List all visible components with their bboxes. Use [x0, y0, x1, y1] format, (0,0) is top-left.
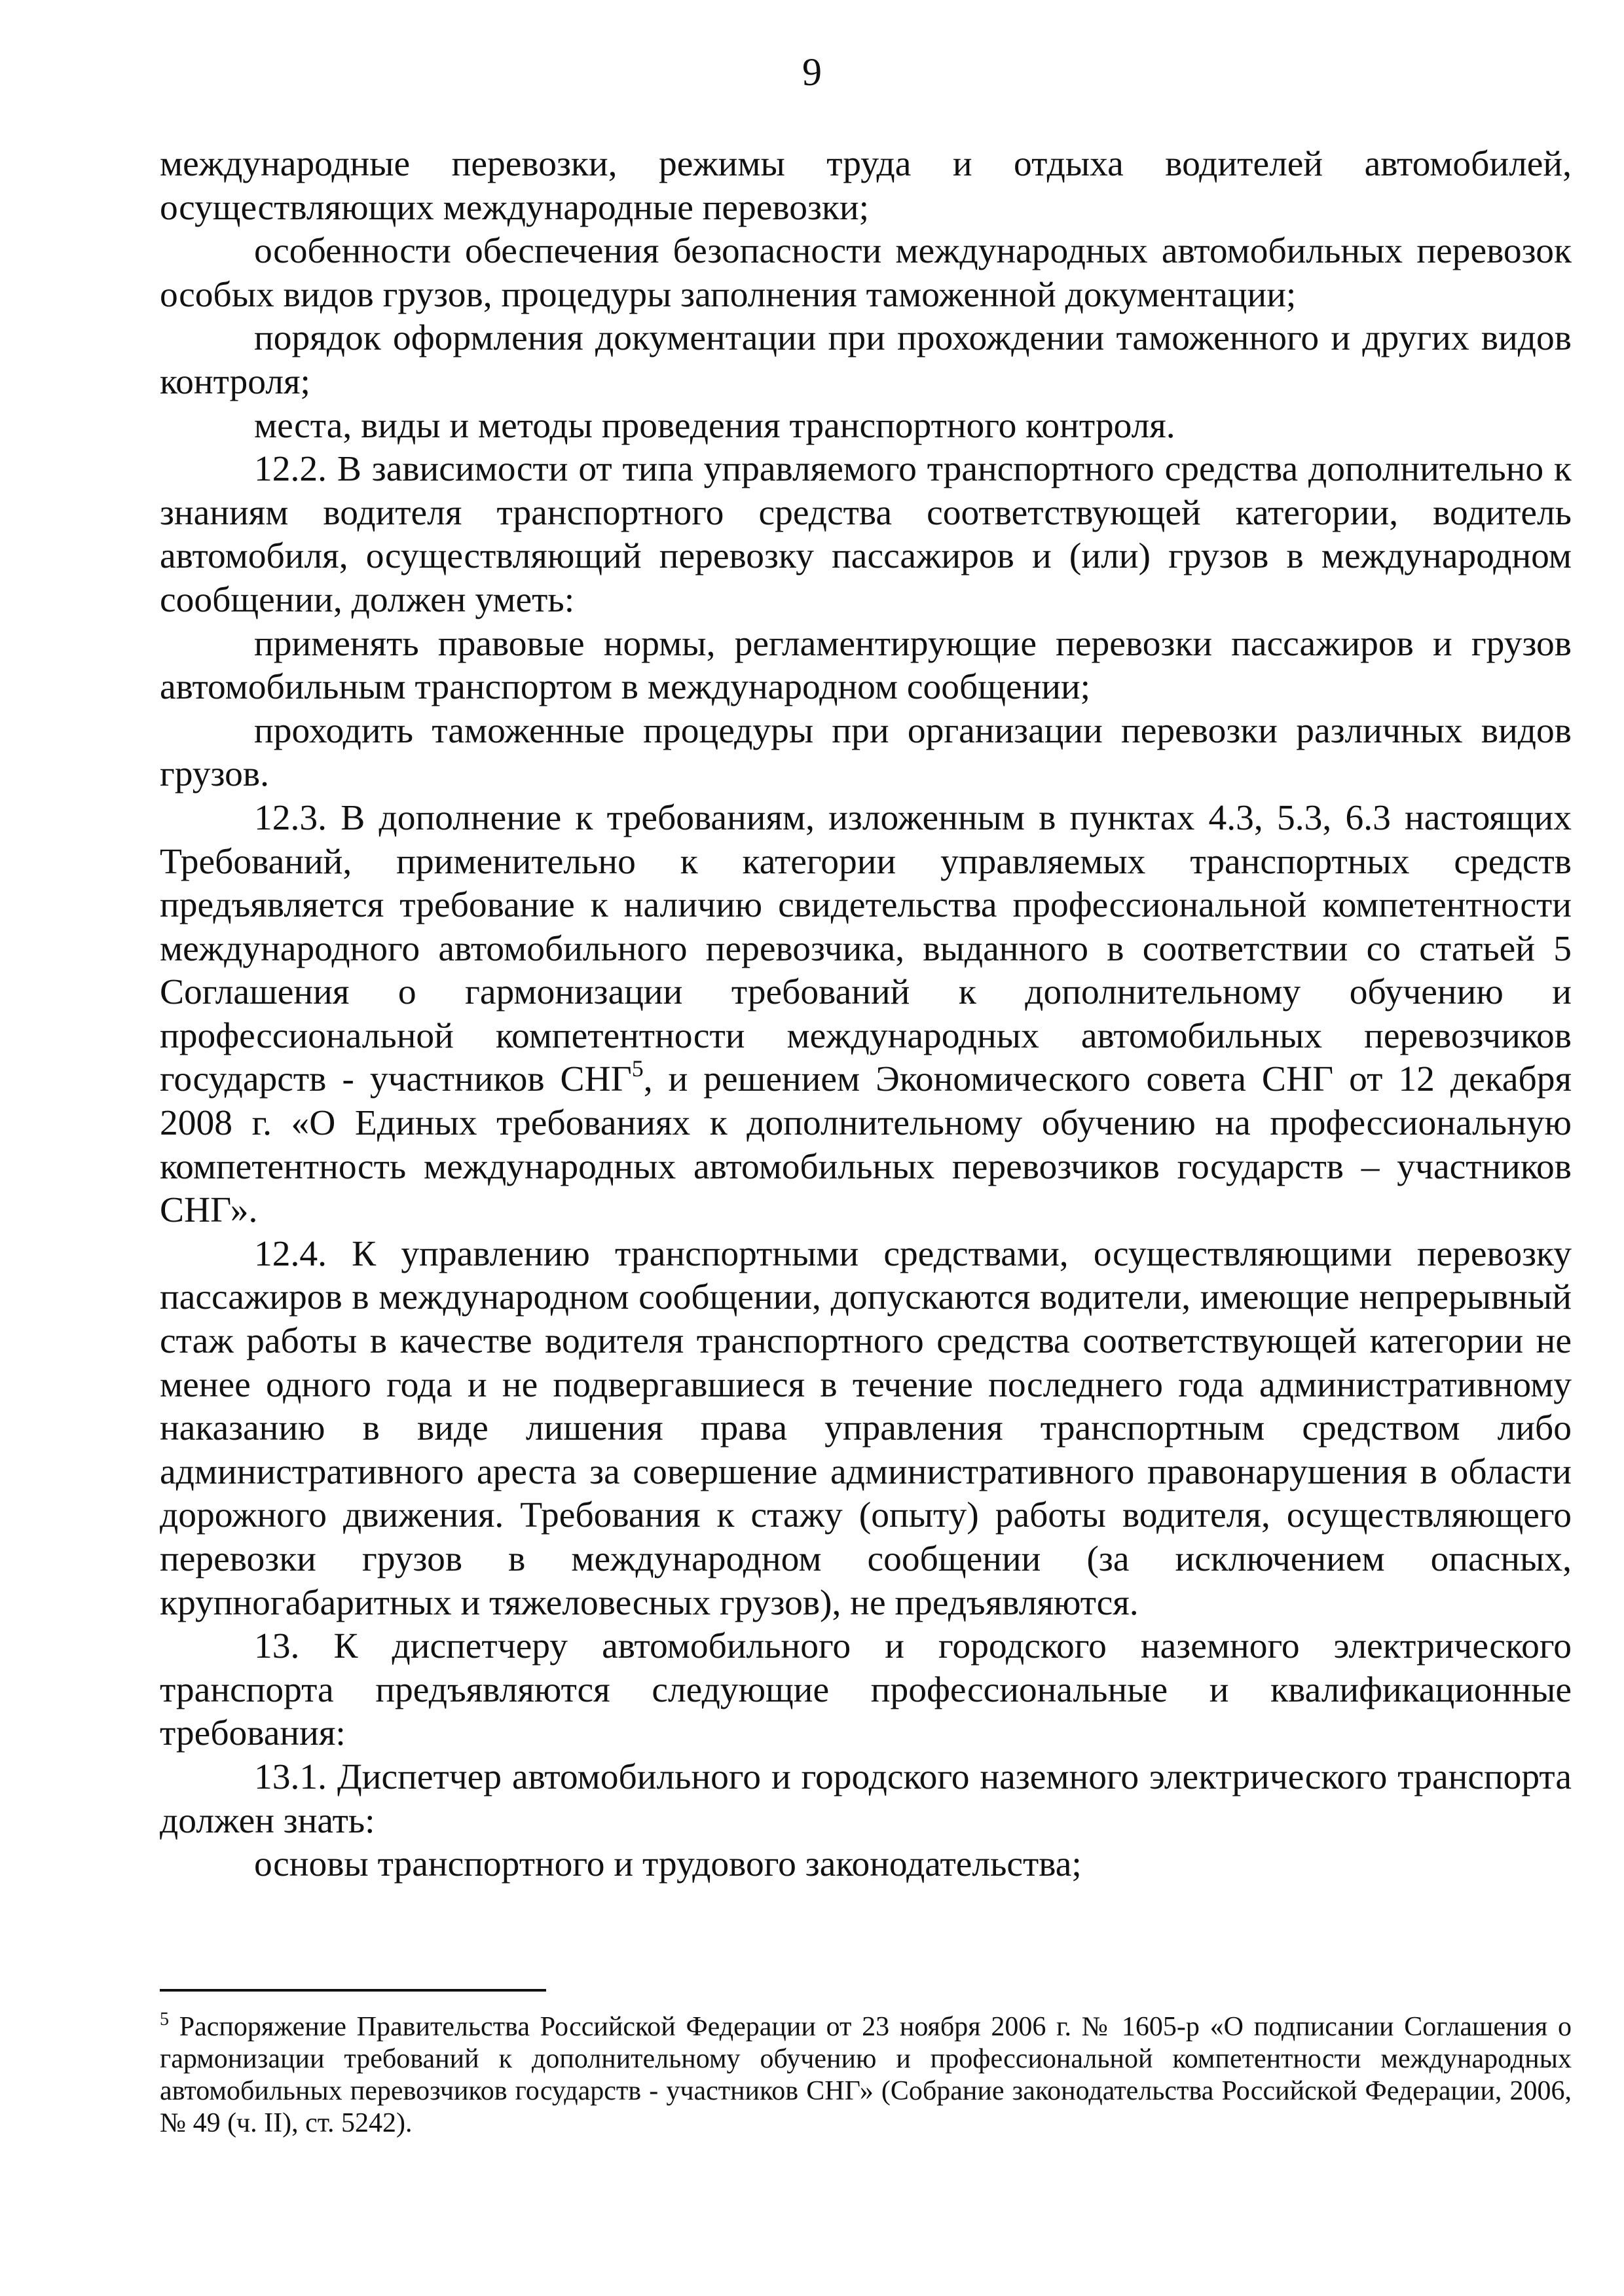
paragraph-documentation-procedure: порядок оформления документации при прохождении таможенного и других видов контроля; [160, 318, 1572, 402]
footnote-text: Распоряжение Правительства Российской Федерации от 23 ноября 2006 г. № 1605-р «О подписании Соглашения о гармонизации требований к дополнительному обучению и профессиональной компетентности международных автомобильных перевозчиков государств - участников СНГ» (Собрание законодательства Российской Федерации, 2006, № 49 (ч. II), ст. 5242). [160, 2012, 1572, 2138]
paragraph-13: 13. К диспетчеру автомобильного и городского наземного электрического транспорта предъявляются следующие профессиональные и квалификационные требования: [160, 1626, 1572, 1754]
paragraph-customs-procedures: проходить таможенные процедуры при организации перевозки различных видов грузов. [160, 710, 1572, 795]
paragraph-12-4: 12.4. К управлению транспортными средствами, осуществляющими перевозку пассажиров в международном сообщении, допускаются водители, имеющие непрерывный стаж работы в качестве водителя транспортного средства соответствующей категории не менее одного года и не подвергавшиеся в течение последнего года административному наказанию в виде лишения права управления транспортным средством либо административного ареста за совершение административного правонарушения в области дорожного движения. Требования к стажу (опыту) работы водителя, осуществляющего перевозки грузов в международном сообщении (за исключением опасных, крупногабаритных и тяжеловесных грузов), не предъявляются. [160, 1233, 1572, 1623]
paragraph-legislation-basics: основы транспортного и трудового законодательства; [254, 1844, 1082, 1885]
paragraph-12-2: 12.2. В зависимости от типа управляемого транспортного средства дополнительно к знаниям водителя транспортного средства соответствующей категории, водитель автомобиля, осуществляющий перевозку пассажиров и (или) грузов в международном сообщении, должен уметь: [160, 449, 1572, 620]
paragraph-12-3-text-end: , и решением Экономического совета СНГ от 12 декабря 2008 г. «О Единых требованиях к дополнительному обучению на профессиональную компетентность международных автомобильных перевозчиков государств – участников СНГ». [160, 1059, 1572, 1231]
page-number: 9 [802, 50, 822, 94]
footnote [160, 2011, 1572, 2140]
paragraph-legal-norms: применять правовые нормы, регламентирующие перевозки пассажиров и грузов автомобильным транспортом в международном сообщении; [160, 623, 1572, 708]
paragraph-safety-features: особенности обеспечения безопасности международных автомобильных перевозок особых видов грузов, процедуры заполнения таможенной документации; [160, 231, 1572, 315]
paragraph-international-transport-regimes: международные перевозки, режимы труда и отдыха водителей автомобилей, осуществляющих международные перевозки; [160, 144, 1572, 228]
document-body [160, 143, 1572, 1887]
footnote-number: 5 [160, 2009, 169, 2030]
paragraph-transport-control: места, виды и методы проведения транспортного контроля. [254, 405, 1175, 446]
paragraph-12-3-text-start: 12.3. В дополнение к требованиям, изложенным в пунктах 4.3, 5.3, 6.3 настоящих Требований, применительно к категории управляемых транспортных средств предъявляется требование к наличию свидетельства профессиональной компетентности международного автомобильного перевозчика, выданного в соответствии со статьей 5 Соглашения о гармонизации требований к дополнительному обучению и профессиональной компетентности международных автомобильных перевозчиков государств - участников СНГ [160, 797, 1572, 1100]
paragraph-13-1: 13.1. Диспетчер автомобильного и городского наземного электрического транспорта должен знать: [160, 1757, 1572, 1841]
footnote-divider [160, 1989, 546, 1992]
footnote-reference: 5 [631, 1055, 644, 1082]
paragraph-12-3 [160, 797, 1572, 1233]
